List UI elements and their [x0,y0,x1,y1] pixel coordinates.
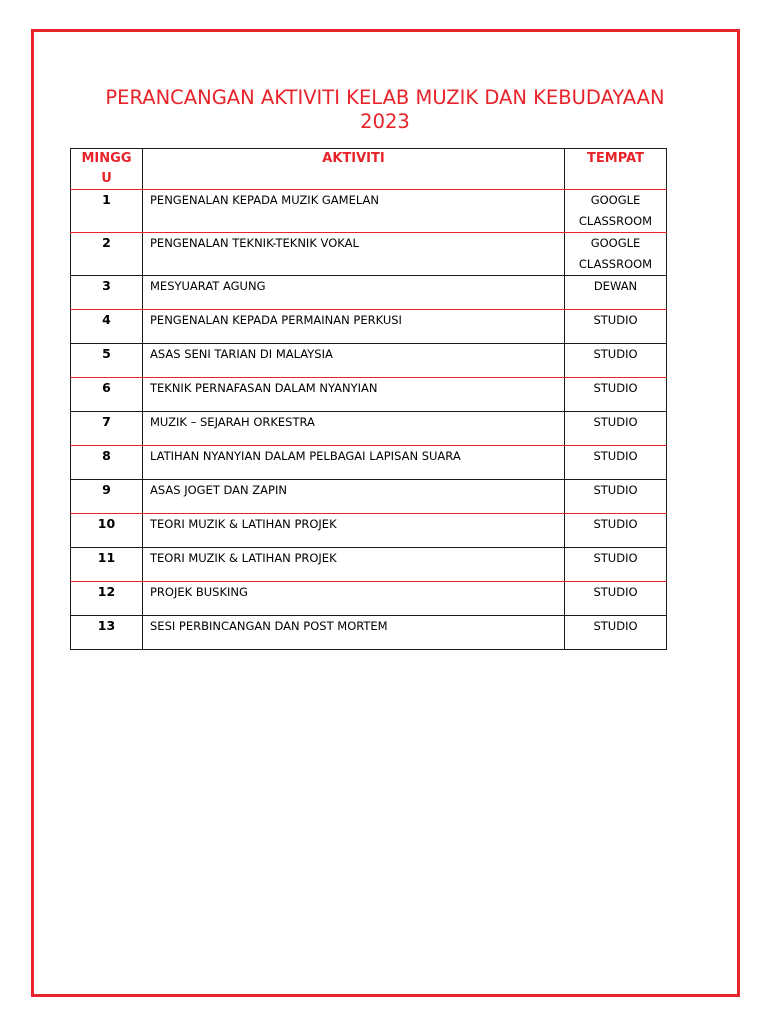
place-cell: STUDIO [565,514,667,548]
table-row [71,276,667,310]
activity-cell: MUZIK – SEJARAH ORKESTRA [143,412,565,446]
table-row [71,446,667,480]
header-week: MINGGU [71,149,143,190]
place-cell: STUDIO [565,480,667,514]
place-cell: STUDIO [565,446,667,480]
place-cell: STUDIO [565,616,667,650]
header-activity: AKTIVITI [143,149,565,190]
activity-cell: PENGENALAN TEKNIK-TEKNIK VOKAL [143,233,565,276]
header-place: TEMPAT [565,149,667,190]
week-cell: 13 [71,616,143,650]
place-cell: GOOGLE CLASSROOM [565,190,667,233]
document-title [40,86,730,134]
table-row [71,616,667,650]
place-cell: STUDIO [565,310,667,344]
place-cell: STUDIO [565,344,667,378]
table-row [71,310,667,344]
week-cell: 3 [71,276,143,310]
week-cell: 10 [71,514,143,548]
table-row [71,190,667,233]
table-row [71,480,667,514]
activity-cell: PENGENALAN KEPADA MUZIK GAMELAN [143,190,565,233]
table-row [71,582,667,616]
table-row [71,412,667,446]
place-cell: GOOGLE CLASSROOM [565,233,667,276]
activity-schedule-table [70,148,667,650]
week-cell: 11 [71,548,143,582]
activity-cell: TEORI MUZIK & LATIHAN PROJEK [143,514,565,548]
title-line-2: 2023 [360,110,410,133]
activity-cell: PENGENALAN KEPADA PERMAINAN PERKUSI [143,310,565,344]
title-line-1: PERANCANGAN AKTIVITI KELAB MUZIK DAN KEBUDAYAAN [105,86,665,109]
activity-cell: ASAS JOGET DAN ZAPIN [143,480,565,514]
table-row [71,514,667,548]
table-row [71,344,667,378]
table-row [71,233,667,276]
activity-cell: MESYUARAT AGUNG [143,276,565,310]
table-row [71,378,667,412]
week-cell: 12 [71,582,143,616]
activity-cell: LATIHAN NYANYIAN DALAM PELBAGAI LAPISAN SUARA [143,446,565,480]
activity-cell: PROJEK BUSKING [143,582,565,616]
header-row [71,149,667,190]
activity-cell: TEKNIK PERNAFASAN DALAM NYANYIAN [143,378,565,412]
activity-cell: ASAS SENI TARIAN DI MALAYSIA [143,344,565,378]
activity-cell: TEORI MUZIK & LATIHAN PROJEK [143,548,565,582]
table-row [71,548,667,582]
place-cell: STUDIO [565,548,667,582]
week-cell: 1 [71,190,143,233]
week-cell: 2 [71,233,143,276]
table-body [71,190,667,650]
week-cell: 6 [71,378,143,412]
place-cell: STUDIO [565,412,667,446]
week-cell: 7 [71,412,143,446]
week-cell: 8 [71,446,143,480]
week-cell: 5 [71,344,143,378]
week-cell: 9 [71,480,143,514]
place-cell: STUDIO [565,378,667,412]
place-cell: STUDIO [565,582,667,616]
table-header [71,149,667,190]
place-cell: DEWAN [565,276,667,310]
activity-cell: SESI PERBINCANGAN DAN POST MORTEM [143,616,565,650]
week-cell: 4 [71,310,143,344]
